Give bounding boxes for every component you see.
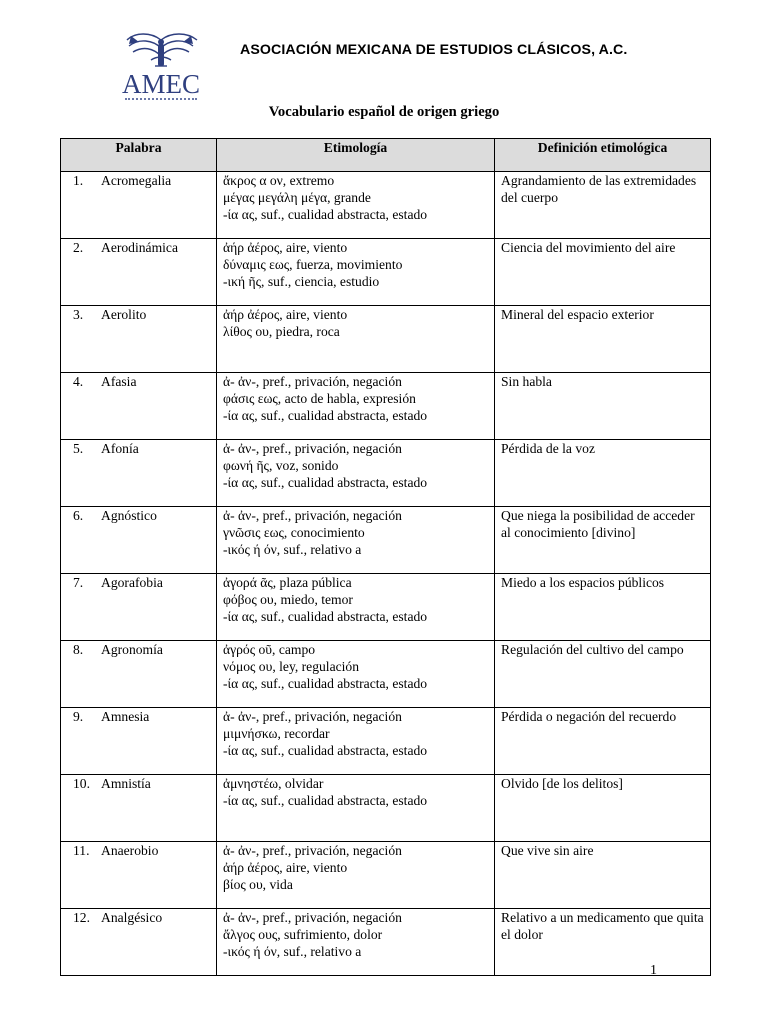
word-cell (61, 641, 217, 708)
etymology-cell (217, 641, 495, 708)
definition-cell: Mineral del espacio exterior (495, 306, 711, 373)
definition-cell: Olvido [de los delitos] (495, 775, 711, 842)
word: Agorafobia (101, 575, 163, 590)
etymology-cell (217, 373, 495, 440)
row-number: 2. (73, 240, 84, 255)
word: Analgésico (101, 910, 163, 925)
word-cell (61, 507, 217, 574)
etymology-line: ἀήρ ἀέρος, aire, viento (223, 240, 348, 255)
definition-cell: Pérdida de la voz (495, 440, 711, 507)
row-number: 12. (73, 910, 90, 925)
etymology-cell (217, 775, 495, 842)
etymology-line: -ία ας, suf., cualidad abstracta, estado (223, 676, 428, 691)
etymology-line: -ική ῆς, suf., ciencia, estudio (223, 274, 380, 289)
etymology-line: ἄκρος α ον, extremo (223, 173, 335, 188)
word-cell (61, 909, 217, 976)
etymology-cell (217, 306, 495, 373)
definition-cell: Regulación del cultivo del campo (495, 641, 711, 708)
etymology-line: βίος ου, vida (223, 877, 293, 892)
word: Agronomía (101, 642, 163, 657)
word: Aerolito (101, 307, 147, 322)
table-header-row (61, 139, 711, 172)
word-cell (61, 708, 217, 775)
table-row (61, 239, 711, 306)
etymology-cell (217, 239, 495, 306)
etymology-cell (217, 507, 495, 574)
table-row (61, 708, 711, 775)
word-cell (61, 172, 217, 239)
etymology-line: ἀγρός οῦ, campo (223, 642, 316, 657)
word: Agnóstico (101, 508, 157, 523)
word: Afasia (101, 374, 137, 389)
word: Acromegalia (101, 173, 172, 188)
etymology-line: ἀ- ἀν-, pref., privación, negación (223, 441, 402, 456)
table-row (61, 842, 711, 909)
row-number: 6. (73, 508, 84, 523)
etymology-line: φόβος ου, miedo, temor (223, 592, 353, 607)
word: Anaerobio (101, 843, 159, 858)
etymology-line: μιμνήσκω, recordar (223, 726, 330, 741)
definition-cell: Sin habla (495, 373, 711, 440)
definition-cell: Relativo a un medicamento que quita el dolor (495, 909, 711, 976)
etymology-line: ἀ- ἀν-, pref., privación, negación (223, 374, 402, 389)
etymology-line: μέγας μεγάλη μέγα, grande (223, 190, 371, 205)
row-number: 1. (73, 173, 84, 188)
etymology-cell (217, 172, 495, 239)
organization-name: ASOCIACIÓN MEXICANA DE ESTUDIOS CLÁSICOS, A.C. (240, 42, 628, 58)
table-row (61, 306, 711, 373)
etymology-line: -ικός ή όν, suf., relativo a (223, 944, 362, 959)
definition-cell: Que vive sin aire (495, 842, 711, 909)
word: Afonía (101, 441, 139, 456)
amec-logo (121, 30, 201, 108)
etymology-line: ἀ- ἀν-, pref., privación, negación (223, 508, 402, 523)
etymology-line: -ία ας, suf., cualidad abstracta, estado (223, 609, 428, 624)
etymology-line: ἀμνηστέω, olvidar (223, 776, 324, 791)
table-row (61, 775, 711, 842)
column-header-etimologia: Etimología (217, 139, 495, 172)
table-row (61, 909, 711, 976)
etymology-cell (217, 440, 495, 507)
definition-cell: Ciencia del movimiento del aire (495, 239, 711, 306)
page-number: 1 (650, 963, 657, 978)
document-title: Vocabulario español de origen griego (268, 104, 500, 120)
row-number: 8. (73, 642, 84, 657)
etymology-line: -ία ας, suf., cualidad abstracta, estado (223, 793, 428, 808)
etymology-line: -ία ας, suf., cualidad abstracta, estado (223, 207, 428, 222)
etymology-cell (217, 708, 495, 775)
word-cell (61, 842, 217, 909)
etymology-line: ἀγορά ᾶς, plaza pública (223, 575, 352, 590)
word: Amnesia (101, 709, 150, 724)
word: Amnistía (101, 776, 151, 791)
word-cell (61, 775, 217, 842)
etymology-line: ἄλγος ους, sufrimiento, dolor (223, 927, 383, 942)
row-number: 7. (73, 575, 84, 590)
row-number: 5. (73, 441, 84, 456)
etymology-line: φωνή ῆς, voz, sonido (223, 458, 339, 473)
etymology-cell (217, 842, 495, 909)
etymology-cell (217, 909, 495, 976)
column-header-definicion: Definición etimológica (495, 139, 711, 172)
etymology-line: δύναμις εως, fuerza, movimiento (223, 257, 403, 272)
logo-text: AMEC (121, 69, 200, 99)
etymology-line: φάσις εως, acto de habla, expresión (223, 391, 416, 406)
definition-cell: Agrandamiento de las extremidades del cuerpo (495, 172, 711, 239)
definition-cell: Que niega la posibilidad de acceder al conocimiento [divino] (495, 507, 711, 574)
column-header-palabra: Palabra (61, 139, 217, 172)
etymology-cell (217, 574, 495, 641)
word-cell (61, 574, 217, 641)
etymology-line: ἀήρ ἀέρος, aire, viento (223, 860, 348, 875)
etymology-line: ἀ- ἀν-, pref., privación, negación (223, 843, 402, 858)
row-number: 3. (73, 307, 84, 322)
etymology-line: -ικός ή όν, suf., relativo a (223, 542, 362, 557)
etymology-line: ἀ- ἀν-, pref., privación, negación (223, 910, 402, 925)
word-cell (61, 239, 217, 306)
etymology-line: ἀ- ἀν-, pref., privación, negación (223, 709, 402, 724)
etymology-line: λίθος ου, piedra, roca (223, 324, 340, 339)
definition-cell: Pérdida o negación del recuerdo (495, 708, 711, 775)
etymology-line: νόμος ου, ley, regulación (223, 659, 360, 674)
row-number: 4. (73, 374, 84, 389)
table-row (61, 641, 711, 708)
etymology-line: -ία ας, suf., cualidad abstracta, estado (223, 408, 428, 423)
etymology-line: -ία ας, suf., cualidad abstracta, estado (223, 475, 428, 490)
row-number: 11. (73, 843, 90, 858)
table-row (61, 574, 711, 641)
word-cell (61, 306, 217, 373)
etymology-line: ἀήρ ἀέρος, aire, viento (223, 307, 348, 322)
table-row (61, 440, 711, 507)
definition-cell: Miedo a los espacios públicos (495, 574, 711, 641)
vocabulary-table (60, 138, 711, 976)
etymology-line: γνῶσις εως, conocimiento (223, 525, 365, 540)
word: Aerodinámica (101, 240, 178, 255)
eagle-emblem-icon (121, 30, 201, 74)
row-number: 10. (73, 776, 90, 791)
table-row (61, 373, 711, 440)
row-number: 9. (73, 709, 84, 724)
word-cell (61, 373, 217, 440)
word-cell (61, 440, 217, 507)
etymology-line: -ία ας, suf., cualidad abstracta, estado (223, 743, 428, 758)
table-row (61, 507, 711, 574)
table-row (61, 172, 711, 239)
